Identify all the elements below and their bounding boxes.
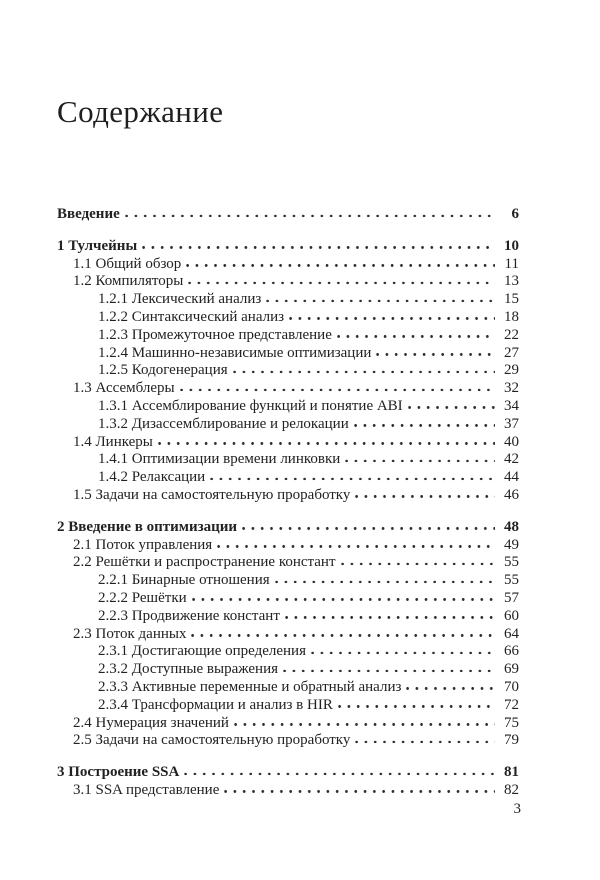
toc-entry-page: 22 (504, 326, 519, 343)
toc-entry (57, 416, 519, 434)
toc-entry-label: 2.2.1 Бинарные отношения (98, 572, 270, 589)
toc-entry-page: 32 (504, 380, 519, 397)
dotted-leader (337, 334, 495, 339)
dotted-leader (355, 740, 495, 745)
toc-entry (57, 238, 519, 256)
toc-entry-label: 1.2.5 Кодогенерация (98, 362, 228, 379)
toc-entry (57, 362, 519, 380)
toc-entry-page: 27 (504, 344, 519, 361)
toc-entry-label: 2.3.3 Активные переменные и обратный анализ (98, 678, 402, 695)
dotted-leader (275, 580, 495, 585)
toc-entry-label: Введение (57, 206, 120, 222)
toc-entry-label: 1.3.2 Дизассемблирование и релокации (98, 415, 349, 432)
toc-entry-page: 49 (504, 536, 519, 553)
toc-entry-label: 2.4 Нумерация значений (73, 714, 229, 731)
toc-entry-label: 1.1 Общий обзор (73, 255, 182, 272)
toc-entry (57, 782, 519, 800)
toc-entry (57, 469, 519, 487)
toc-entry-label: 2.5 Задачи на самостоятельную проработку (73, 732, 351, 749)
toc-entry-label: 1.5 Задачи на самостоятельную проработку (73, 486, 351, 503)
toc-entry (57, 398, 519, 416)
dotted-leader (188, 281, 495, 286)
toc-entry-label: 1.4.2 Релаксации (98, 469, 206, 486)
dotted-leader (285, 615, 495, 620)
toc-entry-label: 2.1 Поток управления (73, 536, 213, 553)
toc-entry (57, 309, 519, 327)
toc-entry-label: 1.2.1 Лексический анализ (98, 291, 262, 308)
dotted-leader (158, 441, 495, 446)
dotted-leader (345, 459, 495, 464)
toc-entry-page: 79 (504, 732, 519, 749)
dotted-leader (311, 651, 495, 656)
toc-entry (57, 732, 519, 750)
dotted-leader (217, 544, 495, 549)
toc-entry-page: 55 (504, 572, 519, 589)
page-title: Содержание (57, 94, 224, 129)
toc-entry (57, 434, 519, 452)
dotted-leader (180, 388, 495, 393)
toc-entry (57, 519, 519, 537)
dotted-leader (355, 494, 495, 499)
toc-entry-page: 42 (504, 451, 519, 468)
toc-entry (57, 608, 519, 626)
toc-entry-page: 82 (504, 781, 519, 798)
toc-entry (57, 661, 519, 679)
dotted-leader (233, 370, 495, 375)
dotted-leader (142, 245, 495, 250)
toc-entry-page: 44 (504, 469, 519, 486)
dotted-leader (186, 263, 495, 268)
toc-entry-page: 40 (504, 433, 519, 450)
toc-entry (57, 697, 519, 715)
toc-entry-label: 2.2 Решётки и распространение констант (73, 554, 336, 571)
toc-entry-page: 81 (504, 764, 519, 781)
toc-entry-page: 34 (504, 397, 519, 414)
toc-entry-label: 3.1 SSA представление (73, 781, 220, 798)
toc-entry-label: 2 Введение в оптимизации (57, 518, 238, 535)
dotted-leader (192, 597, 495, 602)
toc-entry-page: 69 (504, 661, 519, 678)
toc-entry-page: 11 (504, 255, 519, 272)
toc-list (57, 206, 519, 800)
toc-entry (57, 273, 519, 291)
dotted-leader (408, 405, 495, 410)
dotted-leader (406, 686, 495, 691)
dotted-leader (341, 562, 495, 567)
toc-entry-page: 75 (504, 714, 519, 731)
toc-entry-label: 1.3 Ассемблеры (73, 380, 175, 397)
toc-entry (57, 626, 519, 644)
toc-entry-label: 2.2.2 Решётки (98, 589, 187, 606)
toc-entry-label: 1.2.3 Промежуточное представление (98, 326, 332, 343)
toc-entry (57, 206, 519, 224)
toc-entry-label: 3 Построение SSA (57, 764, 180, 781)
toc-entry-page: 72 (504, 696, 519, 713)
toc-entry-label: 1.2 Компиляторы (73, 273, 184, 290)
toc-entry-label: 2.3.4 Трансформации и анализ в HIR (98, 696, 333, 713)
toc-entry-label: 2.3.2 Доступные выражения (98, 661, 279, 678)
toc-entry-page: 10 (504, 237, 519, 254)
toc-entry (57, 643, 519, 661)
dotted-leader (242, 526, 495, 531)
toc-entry (57, 590, 519, 608)
toc-entry-page: 57 (504, 589, 519, 606)
toc-entry-page: 18 (504, 308, 519, 325)
dotted-leader (210, 477, 495, 482)
toc-entry-label: 1.2.4 Машинно-независимые оптимизации (98, 344, 372, 361)
toc-entry-page: 37 (504, 415, 519, 432)
toc-entry-label: 2.3 Поток данных (73, 625, 187, 642)
toc-entry-label: 1.2.2 Синтаксический анализ (98, 308, 285, 325)
toc-entry (57, 451, 519, 469)
toc-entry (57, 715, 519, 733)
toc-entry (57, 764, 519, 782)
toc-entry-label: 1.3.1 Ассемблирование функций и понятие ABI (98, 397, 403, 414)
toc-entry (57, 380, 519, 398)
toc-entry-label: 1.4.1 Оптимизации времени линковки (98, 451, 341, 468)
toc-entry (57, 345, 519, 363)
toc-entry-page: 64 (504, 625, 519, 642)
dotted-leader (338, 704, 495, 709)
toc-entry (57, 327, 519, 345)
toc-entry (57, 487, 519, 505)
toc-entry-page: 70 (504, 678, 519, 695)
toc-entry (57, 291, 519, 309)
toc-entry (57, 679, 519, 697)
toc-entry (57, 554, 519, 572)
toc-entry-label: 2.3.1 Достигающие определения (98, 643, 306, 660)
dotted-leader (184, 772, 495, 777)
dotted-leader (224, 789, 495, 794)
toc-entry-page: 48 (504, 518, 519, 535)
toc-entry-page: 60 (504, 607, 519, 624)
toc-entry (57, 256, 519, 274)
toc-entry-page: 6 (511, 206, 519, 222)
toc-entry-label: 2.2.3 Продвижение констант (98, 607, 280, 624)
dotted-leader (283, 669, 495, 674)
dotted-leader (289, 316, 495, 321)
toc-entry-page: 46 (504, 486, 519, 503)
toc-entry-label: 1.4 Линкеры (73, 433, 153, 450)
toc-entry-page: 66 (504, 643, 519, 660)
dotted-leader (234, 722, 495, 727)
toc-entry-page: 15 (504, 291, 519, 308)
dotted-leader (354, 423, 495, 428)
dotted-leader (125, 214, 495, 219)
toc-entry (57, 572, 519, 590)
toc-entry-page: 29 (504, 362, 519, 379)
dotted-leader (191, 633, 495, 638)
dotted-leader (266, 299, 495, 304)
page-number: 3 (513, 801, 521, 817)
toc-entry-label: 1 Тулчейны (57, 237, 138, 254)
toc-entry-page: 55 (504, 554, 519, 571)
toc-entry-page: 13 (504, 273, 519, 290)
toc-entry (57, 537, 519, 555)
dotted-leader (376, 352, 495, 357)
